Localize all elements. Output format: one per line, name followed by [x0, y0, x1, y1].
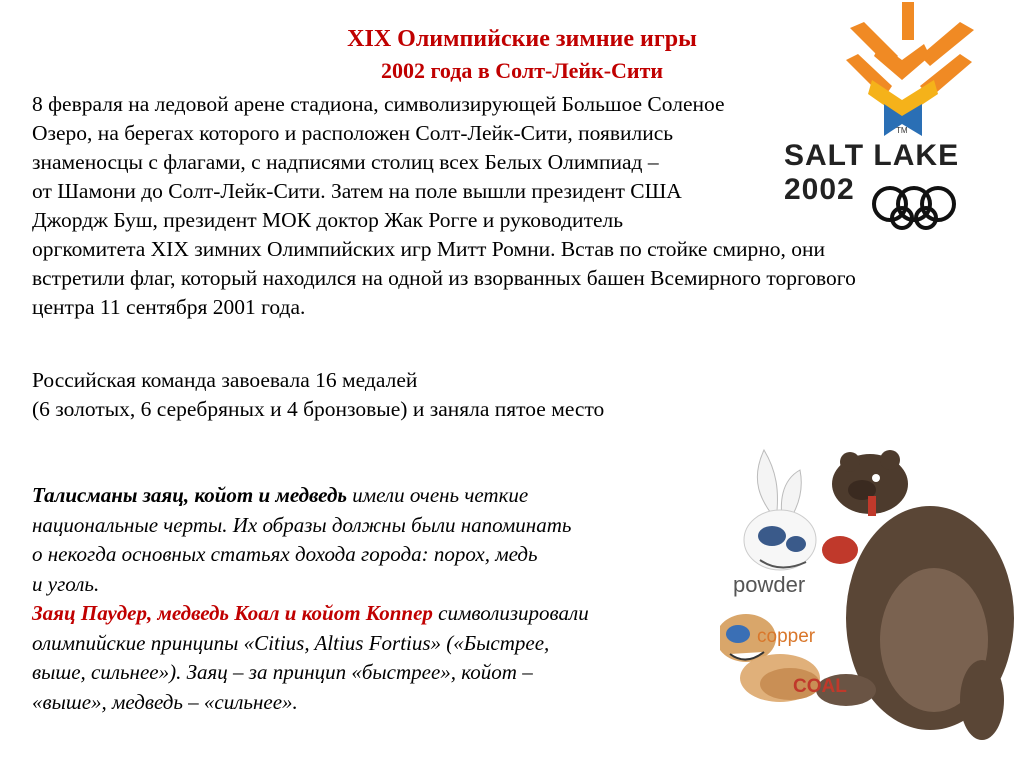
text-line: 8 февраля на ледовой арене стадиона, символизирующей Большое Соленое [32, 92, 725, 116]
text-line: олимпийские принципы «Citius, Altius Fortius» («Быстрее, [32, 630, 550, 655]
text-line [32, 481, 589, 511]
text-line: выше, сильнее»). Заяц – за принцип «быстрее», койот – [32, 660, 533, 684]
rabbit-mascot-icon [744, 450, 816, 570]
text-line: и уголь. [32, 571, 100, 596]
coal-label: COAL [793, 676, 847, 697]
text-line: (6 золотых, 6 серебряных и 4 бронзовые) и заняла пятое место [32, 397, 605, 421]
mascot-names-phrase: Заяц Паудер, медведь Коал и койот Коппер [32, 601, 433, 625]
logo-text: SALT LAKE 2002 [784, 139, 960, 206]
paragraph-medals [32, 366, 604, 424]
text-line: Российская команда завоевала 16 медалей [32, 368, 418, 392]
paragraph-opening-ceremony [32, 90, 856, 322]
text-fragment: символизировали [432, 601, 589, 625]
text-line: от Шамони до Солт-Лейк-Сити. Затем на поле вышли президент США [32, 179, 682, 203]
powder-label: powder [733, 572, 806, 597]
paragraph-mascots [32, 481, 589, 717]
text-line: «выше», медведь – «сильнее». [32, 689, 298, 714]
text-fragment: имели очень четкие [346, 483, 529, 507]
page-subtitle: 2002 года в Солт-Лейк-Сити [380, 58, 664, 83]
text-line: Джордж Буш, президент МОК доктор Жак Рогге и руководитель [32, 208, 624, 232]
text-line: знаменосцы с флагами, с надписями столиц всех Белых Олимпиад – [32, 150, 659, 174]
mascots-bold-phrase: Талисманы заяц, койот и медведь [32, 483, 347, 507]
text-line [32, 599, 589, 629]
copper-label: copper [757, 626, 816, 647]
page-title: XIX Олимпийские зимние игры [347, 26, 697, 52]
text-line: оргкомитета XIX зимних Олимпийских игр Митт Ромни. Встав по стойке смирно, они [32, 237, 825, 261]
text-line: о некогда основных статьях дохода города: порох, медь [32, 542, 538, 566]
text-line: встретили флаг, который находился на одной из взорванных башен Всемирного торгового [32, 266, 856, 290]
text-line: национальные черты. Их образы должны были напоминать [32, 512, 572, 537]
trademark-mark: TM [896, 126, 908, 135]
text-line: центра 11 сентября 2001 года. [32, 295, 306, 319]
text-line: Озеро, на берегах которого и расположен Солт-Лейк-Сити, появились [32, 121, 674, 145]
